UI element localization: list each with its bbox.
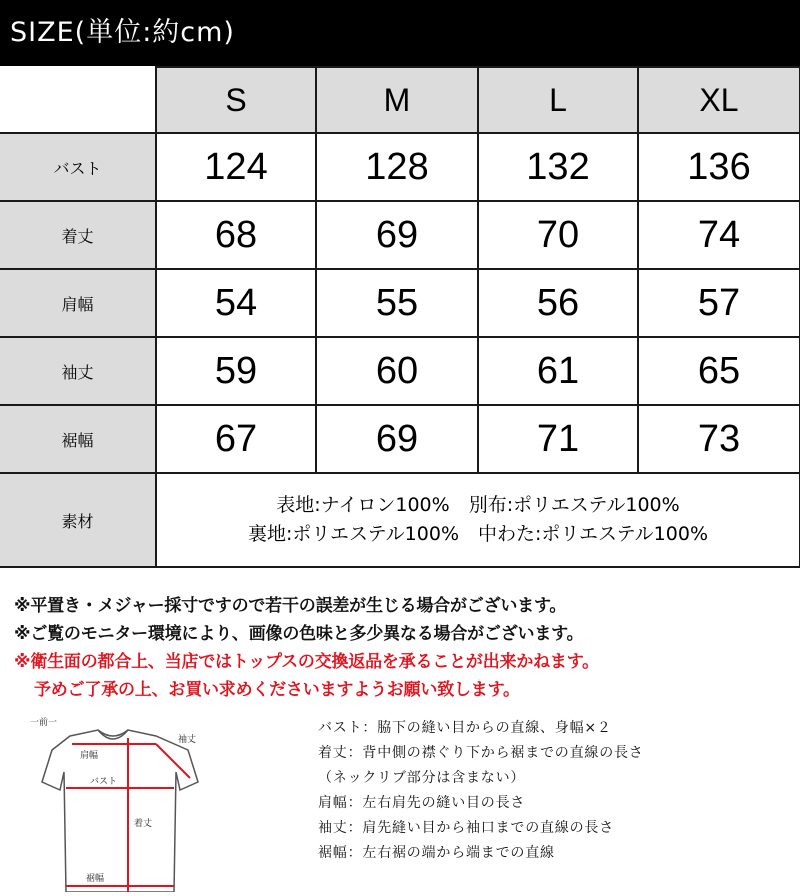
row-label-length: 着丈 xyxy=(0,201,156,269)
column-header-l: L xyxy=(478,67,638,133)
row-label-hem: 裾幅 xyxy=(0,405,156,473)
table-row xyxy=(0,269,800,337)
table-cell: 124 xyxy=(156,133,316,201)
shirt-outline xyxy=(42,730,198,892)
size-header: SIZE(単位:約cm) xyxy=(0,0,800,66)
notes xyxy=(14,592,794,704)
table-corner xyxy=(0,67,156,133)
measurement-legend xyxy=(318,716,798,866)
material-cell xyxy=(156,473,800,567)
table-cell: 65 xyxy=(638,337,800,405)
material-line-2: 裏地:ポリエステル100% 中わた:ポリエステル100% xyxy=(247,523,709,545)
row-label-sleeve: 袖丈 xyxy=(0,337,156,405)
table-cell: 74 xyxy=(638,201,800,269)
row-label-material: 素材 xyxy=(0,473,156,567)
legend-sleeve: 袖丈：肩先縫い目から袖口までの直線の長さ xyxy=(318,820,614,836)
table-cell: 69 xyxy=(316,201,478,269)
shoulder-label: 肩幅 xyxy=(80,751,99,761)
table-cell: 59 xyxy=(156,337,316,405)
shirt-diagram-svg xyxy=(28,716,228,892)
table-row xyxy=(0,405,800,473)
legend-shoulder: 肩幅：左右肩先の縫い目の長さ xyxy=(318,795,526,811)
legend-bust: バスト：脇下の縫い目からの直線、身幅×２ xyxy=(318,720,612,736)
hem-label: 裾幅 xyxy=(86,874,105,884)
column-header-xl: XL xyxy=(638,67,800,133)
legend-hem: 裾幅：左右裾の端から端までの直線 xyxy=(318,845,555,861)
row-label-bust: バスト xyxy=(0,133,156,201)
table-cell: 69 xyxy=(316,405,478,473)
table-row xyxy=(0,201,800,269)
column-header-s: S xyxy=(156,67,316,133)
table-cell: 55 xyxy=(316,269,478,337)
table-cell: 70 xyxy=(478,201,638,269)
row-label-shoulder: 肩幅 xyxy=(0,269,156,337)
size-header-row xyxy=(0,67,800,133)
table-row xyxy=(0,337,800,405)
bust-label: バスト xyxy=(90,777,118,787)
garment-diagram xyxy=(28,716,228,892)
material-line-1: 表地:ナイロン100% 別布:ポリエステル100% xyxy=(276,494,680,516)
table-cell: 71 xyxy=(478,405,638,473)
table-cell: 68 xyxy=(156,201,316,269)
column-header-m: M xyxy=(316,67,478,133)
note-monitor: ※ご覧のモニター環境により、画像の色味と多少異なる場合がございます。 xyxy=(14,624,584,644)
note-measurement: ※平置き・メジャー採寸ですので若干の誤差が生じる場合がございます。 xyxy=(14,596,567,616)
table-cell: 136 xyxy=(638,133,800,201)
table-cell: 128 xyxy=(316,133,478,201)
legend-length-note: （ネックリブ部分は含まない） xyxy=(318,770,526,786)
table-cell: 57 xyxy=(638,269,800,337)
table-cell: 132 xyxy=(478,133,638,201)
legend-length: 着丈：背中側の襟ぐり下から裾までの直線の長さ xyxy=(318,745,644,761)
table-cell: 60 xyxy=(316,337,478,405)
table-cell: 73 xyxy=(638,405,800,473)
table-row xyxy=(0,133,800,201)
table-cell: 61 xyxy=(478,337,638,405)
size-table xyxy=(0,66,800,568)
length-label: 着丈 xyxy=(134,819,153,829)
sleeve-label: 袖丈 xyxy=(178,735,197,745)
note-acknowledge: 予めご了承の上、お買い求めくださいますようお願い致します。 xyxy=(34,680,520,700)
table-cell: 56 xyxy=(478,269,638,337)
material-row xyxy=(0,473,800,567)
note-no-returns: ※衛生面の都合上、当店ではトップスの交換返品を承ることが出来かねます。 xyxy=(14,652,599,672)
table-cell: 54 xyxy=(156,269,316,337)
front-label: 一前一 xyxy=(30,718,58,728)
table-cell: 67 xyxy=(156,405,316,473)
